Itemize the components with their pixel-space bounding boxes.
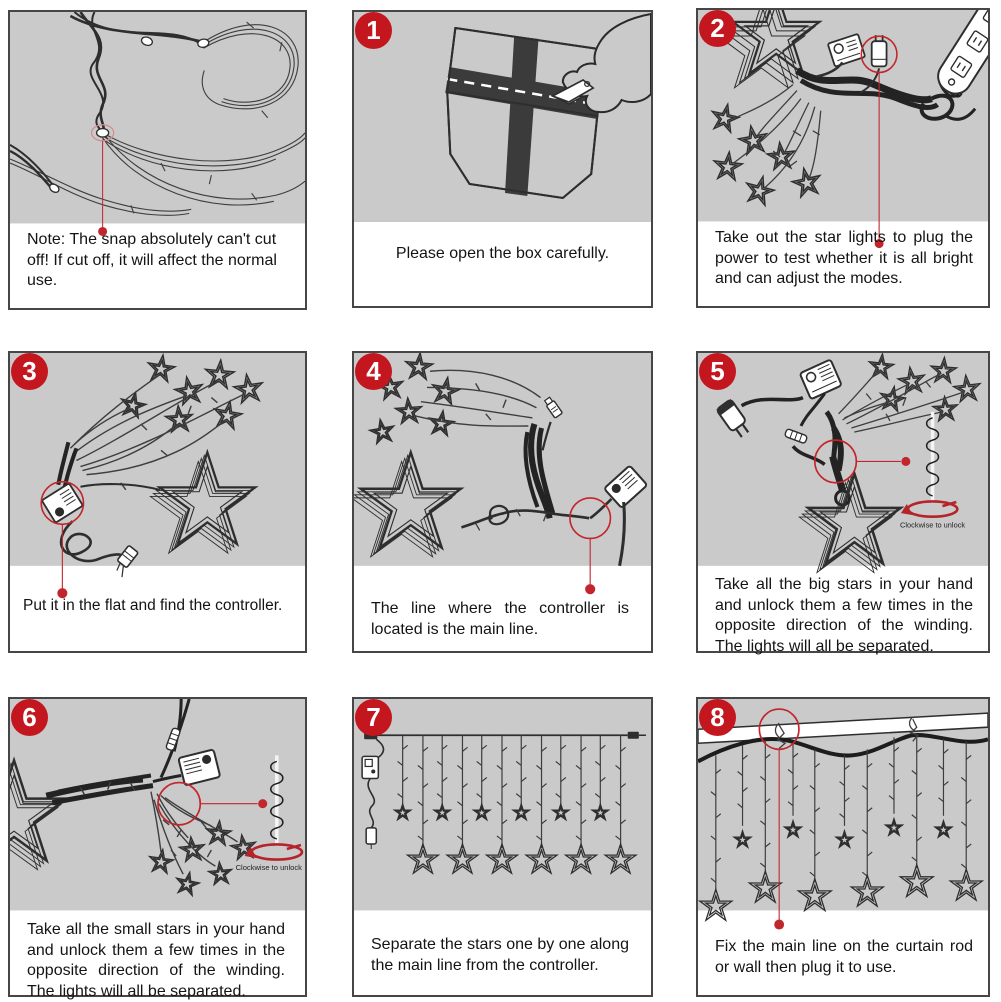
- step-number-badge: 1: [355, 12, 392, 49]
- caption: Fix the main line on the curtain rod or wall then plug it to use.: [715, 938, 973, 976]
- unlock-label: Clockwise to unlock: [900, 520, 966, 530]
- step-number-badge: 2: [699, 10, 736, 47]
- caption: Put it in the flat and find the controller.: [23, 597, 283, 614]
- annotation-dot: [774, 919, 784, 929]
- caption: Take out the star lights to plug the power to test whether it is all bright and can adjust the modes.: [715, 229, 973, 287]
- annotation-dot: [901, 457, 910, 466]
- cardboard-box-icon: [445, 28, 605, 198]
- panel-step-5: [696, 351, 990, 653]
- caption: Take all the big stars in your hand and unlock them a few times in the opposite direction of the winding. The lights will all be separated.: [715, 576, 973, 655]
- panel-step-8: [696, 697, 990, 997]
- annotation-dot: [258, 799, 267, 808]
- caption: Note: The snap absolutely can't cut off! If cut off, it will affect the normal use.: [27, 231, 277, 289]
- caption: Please open the box carefully.: [395, 245, 610, 262]
- step-number-badge: 6: [11, 699, 48, 736]
- step-number-badge: 8: [699, 699, 736, 736]
- panel-note: [8, 10, 307, 310]
- step-number-badge: 5: [699, 353, 736, 390]
- panel-step-7: [352, 697, 653, 997]
- annotation-dot: [585, 584, 595, 594]
- panel-step-4: [352, 351, 653, 653]
- panel-step-1: [352, 10, 653, 308]
- panel-step-3: [8, 351, 307, 653]
- line-connector-icon: [628, 732, 639, 739]
- panel-step-2: [696, 8, 990, 308]
- panel-step-6: [8, 697, 307, 1000]
- step-number-badge: 4: [355, 353, 392, 390]
- unlock-label: Clockwise to unlock: [235, 863, 302, 873]
- step-number-badge: 3: [11, 353, 48, 390]
- step-number-badge: 7: [355, 699, 392, 736]
- caption: Take all the small stars in your hand and unlock them a few times in the opposite direction of the winding. The lights will all be separated.: [27, 921, 285, 1000]
- caption: Separate the stars one by one along the main line from the controller.: [371, 936, 629, 974]
- controller-icon: [362, 756, 378, 778]
- caption: The line where the controller is located is the main line.: [371, 600, 629, 638]
